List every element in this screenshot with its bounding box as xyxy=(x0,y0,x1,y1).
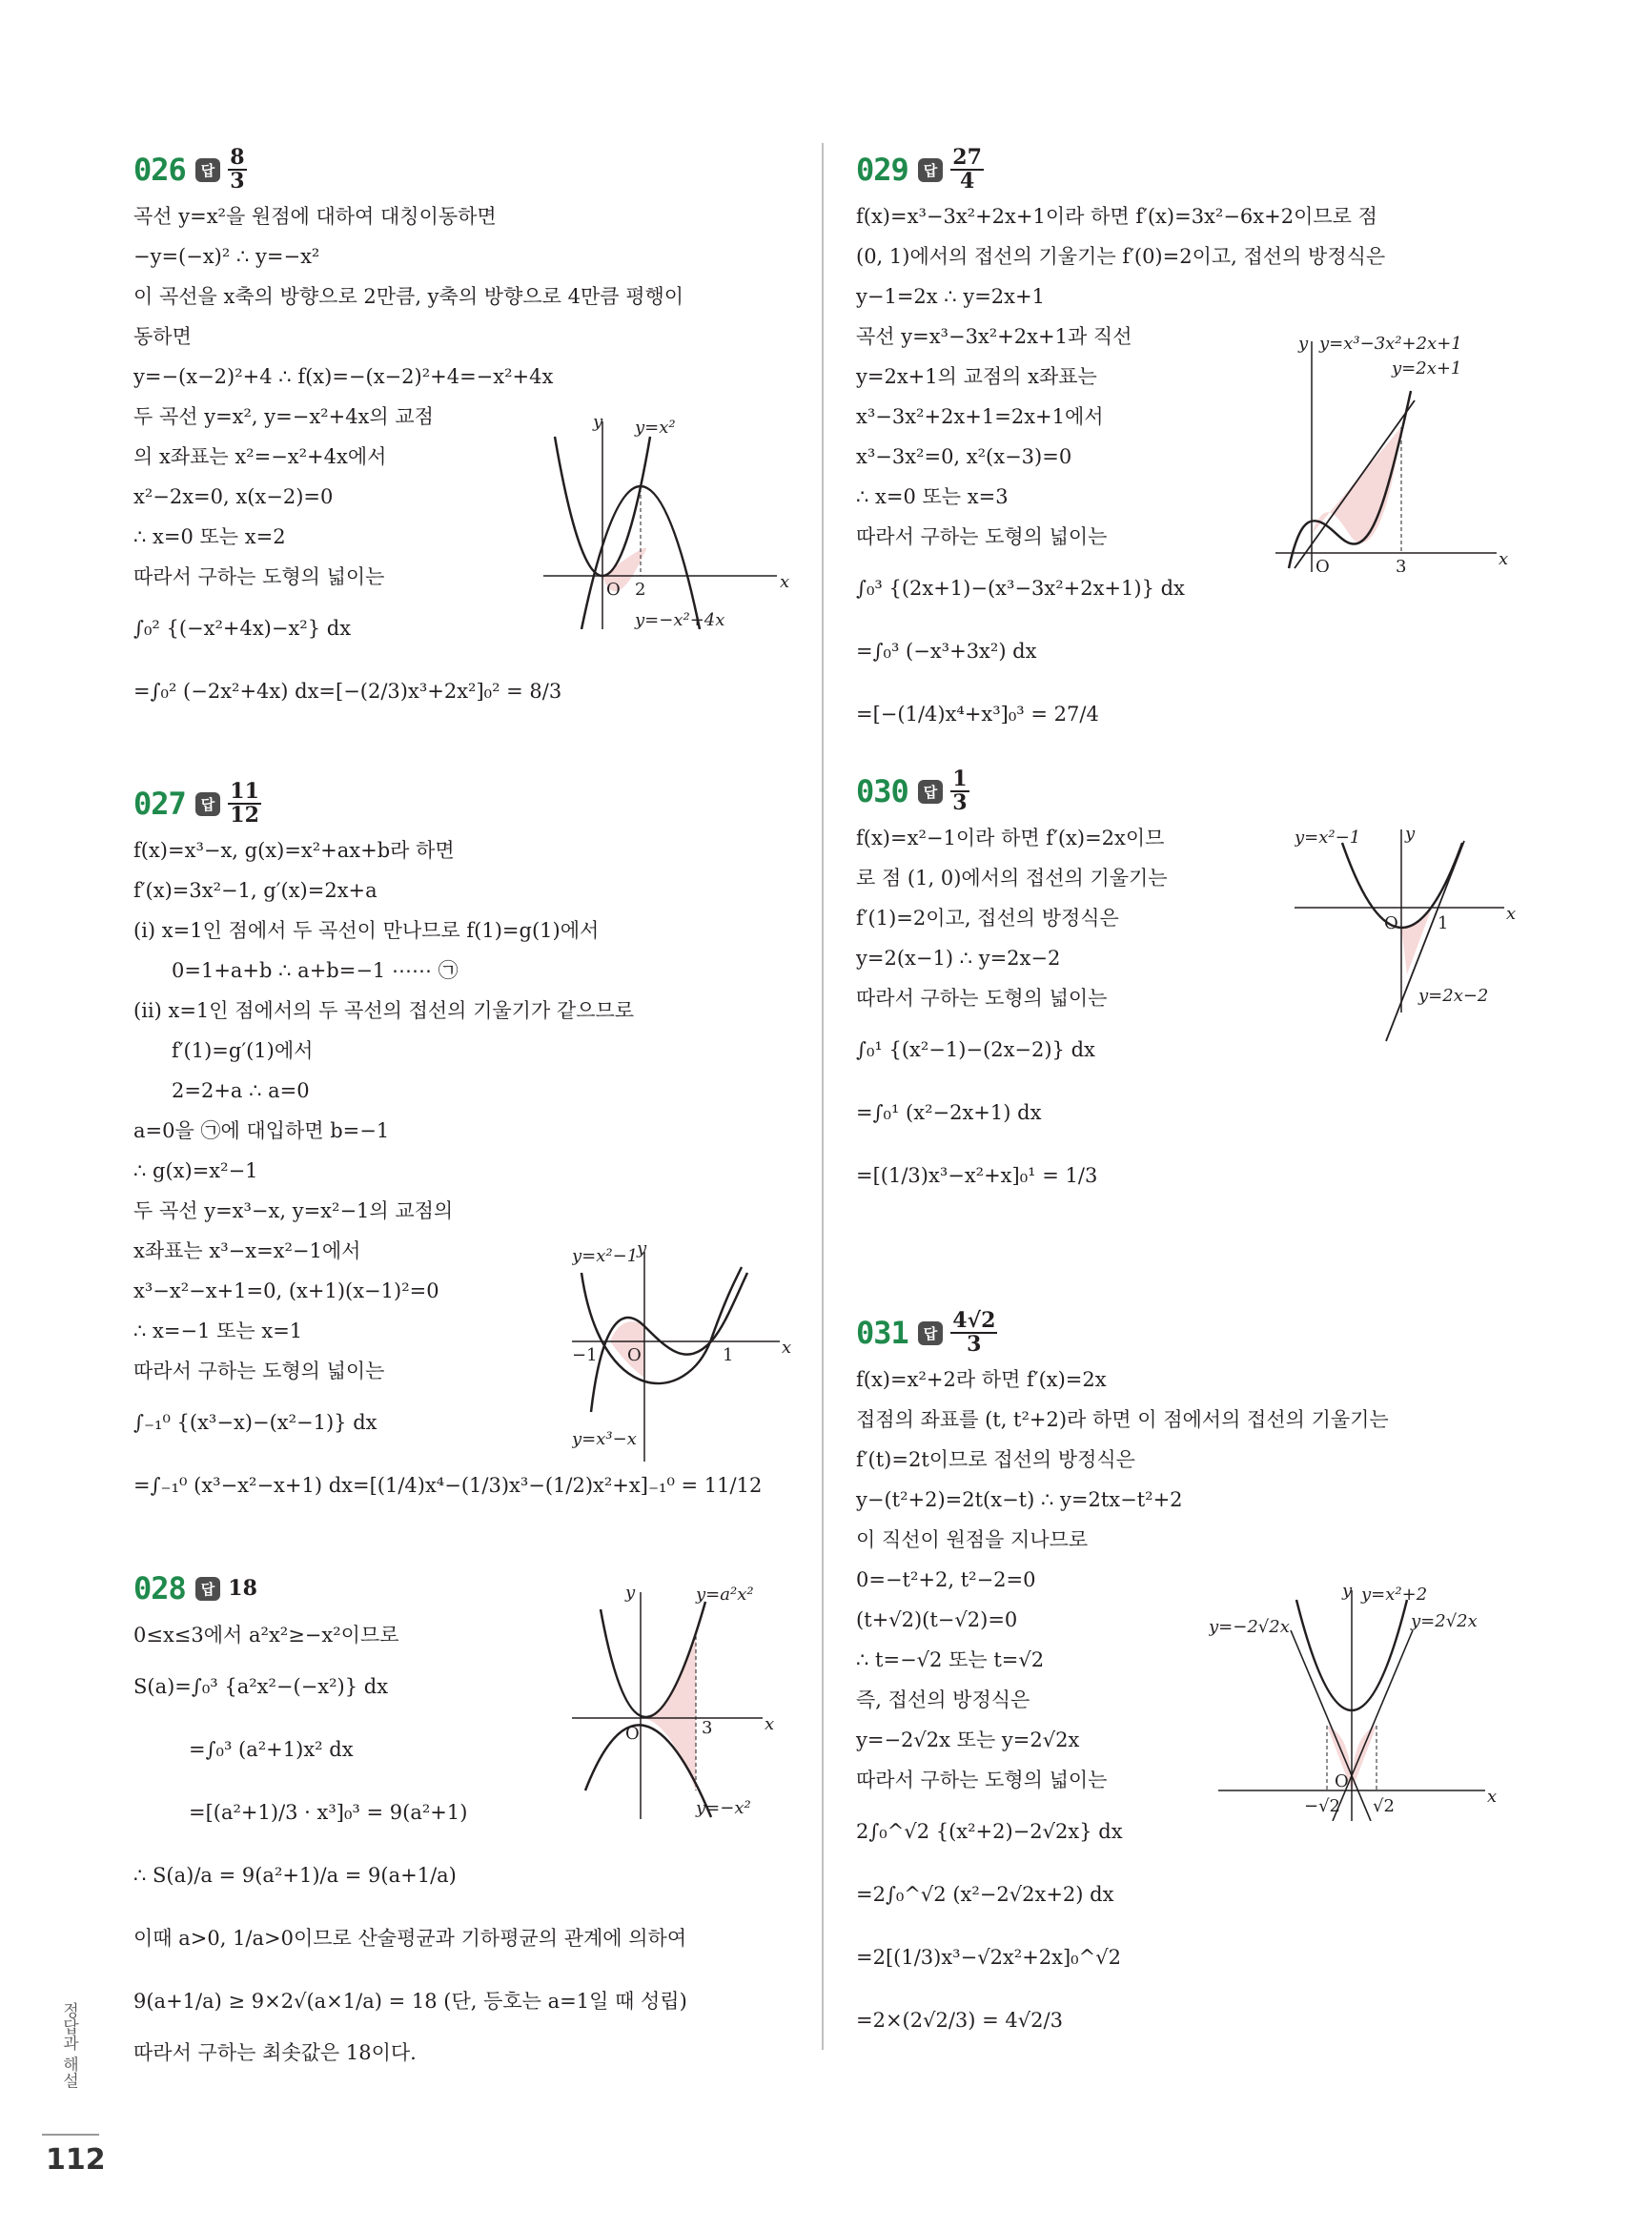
solution-line: x³−3x²+2x+1=2x+1에서 xyxy=(856,405,1104,428)
solution-line: 이 직선이 원점을 지나므로 xyxy=(856,1528,1089,1551)
y-axis-label: y xyxy=(1405,824,1416,844)
shaded-region xyxy=(641,1718,696,1790)
origin-label: O xyxy=(1384,913,1398,933)
curve-label: y=x³−3x²+2x+1 xyxy=(1319,334,1462,354)
solution-line: ∴ x=−1 또는 x=1 xyxy=(133,1320,303,1342)
answer-tag: 답 xyxy=(195,792,221,816)
solution-line: y=−2√2x 또는 y=2√2x xyxy=(856,1729,1080,1751)
x-axis-label: x xyxy=(765,1714,775,1734)
y-axis-label: y xyxy=(1298,334,1309,354)
answer-tag: 답 xyxy=(195,158,221,182)
solution-line: 9(a+1/a) ≥ 9×2√(a×1/a) = 18 (단, 등호는 a=1일 때 성립) xyxy=(133,1990,687,2013)
graph-028 xyxy=(572,1581,791,1819)
solution-line: f(x)=x³−x, g(x)=x²+ax+b라 하면 xyxy=(133,839,455,862)
problem-number: 027 xyxy=(133,786,186,822)
y-axis-label: y xyxy=(625,1583,636,1603)
integral-line: S(a)=∫₀³ {a²x²−(−x²)} dx xyxy=(133,1675,389,1698)
answer-tag: 답 xyxy=(918,1321,944,1345)
solution-line: 0=−t²+2, t²−2=0 xyxy=(856,1568,1036,1591)
solution-line: 따라서 구하는 최솟값은 18이다. xyxy=(133,2041,417,2064)
solution-line: f(x)=x²−1이라 하면 f′(x)=2x이므 xyxy=(856,827,1165,849)
tick-label: 3 xyxy=(702,1718,713,1738)
problem-027 xyxy=(133,777,791,1517)
graph-029 xyxy=(1275,334,1523,572)
column-divider xyxy=(822,143,824,2050)
x-axis-label: x xyxy=(1487,1787,1498,1807)
curve-label: y=a²x² xyxy=(696,1585,754,1605)
solution-line: 동하면 xyxy=(133,325,192,348)
solution-line: ∴ t=−√2 또는 t=√2 xyxy=(856,1648,1045,1671)
shaded-region xyxy=(1352,1726,1377,1790)
solution-line: y=2(x−1) ∴ y=2x−2 xyxy=(856,947,1061,970)
tick-label: −1 xyxy=(572,1345,598,1365)
problem-header xyxy=(856,765,1523,818)
answer-numerator: 8 xyxy=(230,144,245,170)
solution-line: ∴ x=0 또는 x=3 xyxy=(856,485,1009,508)
answer-numerator: 11 xyxy=(230,778,259,804)
solution-line: f′(1)=2이고, 접선의 방정식은 xyxy=(856,907,1119,930)
tangent-line xyxy=(1386,841,1464,1041)
page-number-rule xyxy=(42,2134,99,2136)
curve-label: y=x² xyxy=(635,418,676,438)
answer-denominator: 4 xyxy=(959,169,975,194)
curve-label: y=x²−1 xyxy=(572,1246,639,1266)
x-axis-label: x xyxy=(1499,549,1509,569)
side-label xyxy=(57,2002,86,2107)
solution-line: f′(t)=2t이므로 접선의 방정식은 xyxy=(856,1448,1135,1471)
tick-label: √2 xyxy=(1373,1796,1395,1816)
answer-value: 18 xyxy=(228,1576,257,1601)
answer-fraction xyxy=(950,768,969,814)
solution-line: f(x)=x²+2라 하면 f′(x)=2x xyxy=(856,1368,1107,1391)
answer-fraction xyxy=(228,778,261,828)
integral-line: =2∫₀^√2 (x²−2√2x+2) dx xyxy=(856,1883,1114,1906)
problem-header xyxy=(133,143,791,196)
graph-030 xyxy=(1295,822,1523,1051)
solution-line: 따라서 구하는 도형의 넓이는 xyxy=(133,565,385,588)
integral-line: =2[(1/3)x³−√2x²+2x]₀^√2 xyxy=(856,1946,1121,1969)
problem-030 xyxy=(856,765,1523,1207)
solution-line: 따라서 구하는 도형의 넓이는 xyxy=(856,525,1108,548)
solution-line: 의 x좌표는 x²=−x²+4x에서 xyxy=(133,445,387,468)
solution-line: (ⅰ) x=1인 점에서 두 곡선이 만나므로 f(1)=g(1)에서 xyxy=(133,919,600,942)
problem-number: 029 xyxy=(856,152,908,188)
integral-line: ∫₀² {(−x²+4x)−x²} dx xyxy=(133,617,352,640)
integral-line: 2∫₀^√2 {(x²+2)−2√2x} dx xyxy=(856,1820,1123,1843)
solution-line: 두 곡선 y=x³−x, y=x²−1의 교점의 xyxy=(133,1199,454,1222)
solution-line: (ⅱ) x=1인 점에서의 두 곡선의 접선의 기울기가 같으므로 xyxy=(133,999,635,1022)
problem-028 xyxy=(133,1562,791,2073)
solution-line: ∴ x=0 또는 x=2 xyxy=(133,525,286,548)
tick-label: 1 xyxy=(1438,913,1449,933)
integral-line: ∫₀¹ {(x²−1)−(2x−2)} dx xyxy=(856,1038,1095,1061)
solution-line: f′(x)=3x²−1, g′(x)=2x+a xyxy=(133,879,377,902)
integral-line: ∴ S(a)/a = 9(a²+1)/a = 9(a+1/a) xyxy=(133,1864,457,1887)
origin-label: O xyxy=(1315,557,1330,572)
answer-fraction xyxy=(950,1307,997,1357)
problem-number: 030 xyxy=(856,773,908,809)
problem-header xyxy=(856,1306,1523,1360)
answer-tag: 답 xyxy=(918,780,944,804)
solution-line: 즉, 접선의 방정식은 xyxy=(856,1688,1030,1711)
curve-label: y=x²−1 xyxy=(1295,828,1361,848)
solution-line: y−(t²+2)=2t(x−t) ∴ y=2tx−t²+2 xyxy=(856,1488,1183,1511)
integral-line: =∫₋₁⁰ (x³−x²−x+1) dx=[(1/4)x⁴−(1/3)x³−(1/2)x²+x]₋₁⁰ = 11/12 xyxy=(133,1474,763,1497)
curve-label: y=−x²+4x xyxy=(635,610,725,629)
solution-line: 이 곡선을 x축의 방향으로 2만큼, y축의 방향으로 4만큼 평행이 xyxy=(133,285,684,308)
origin-label: O xyxy=(1335,1771,1349,1791)
problem-header xyxy=(856,143,1523,196)
answer-denominator: 12 xyxy=(230,803,259,828)
solution-line: 0≤x≤3에서 a²x²≥−x²이므로 xyxy=(133,1624,399,1647)
solution-line: 0=1+a+b ∴ a+b=−1 ⋯⋯ ㉠ xyxy=(172,959,459,982)
solution-line: (0, 1)에서의 접선의 기울기는 f′(0)=2이고, 접선의 방정식은 xyxy=(856,245,1386,268)
answer-numerator: 1 xyxy=(952,766,968,791)
solution-line: 곡선 y=x³−3x²+2x+1과 직선 xyxy=(856,325,1132,348)
x-axis-label: x xyxy=(782,1338,791,1358)
solution-line: 접점의 좌표를 (t, t²+2)라 하면 이 점에서의 접선의 기울기는 xyxy=(856,1408,1389,1431)
solution-line: 로 점 (1, 0)에서의 접선의 기울기는 xyxy=(856,867,1168,890)
answer-tag: 답 xyxy=(195,1577,221,1601)
answer-denominator: 3 xyxy=(230,169,245,194)
x-axis-label: x xyxy=(1506,904,1517,924)
solution-line: a=0을 ㉠에 대입하면 b=−1 xyxy=(133,1119,390,1142)
solution-line: 곡선 y=x²을 원점에 대하여 대칭이동하면 xyxy=(133,205,497,228)
solution-line: x좌표는 x³−x=x²−1에서 xyxy=(133,1239,361,1262)
solution-line: 2=2+a ∴ a=0 xyxy=(172,1079,310,1102)
curve-parabola xyxy=(581,1267,742,1383)
solution-line: f′(1)=g′(1)에서 xyxy=(172,1039,314,1062)
problem-number: 026 xyxy=(133,152,186,188)
curve-label: y=x²+2 xyxy=(1361,1585,1428,1605)
origin-label: O xyxy=(606,580,621,600)
y-axis-label: y xyxy=(1342,1583,1353,1601)
solution-line: 두 곡선 y=x², y=−x²+4x의 교점 xyxy=(133,405,434,428)
answer-tag: 답 xyxy=(918,158,944,182)
answer-fraction xyxy=(950,144,984,194)
curve-label: y=2x+1 xyxy=(1392,358,1462,378)
tangent-line-right xyxy=(1333,1630,1413,1821)
integral-line: =∫₀³ (−x³+3x²) dx xyxy=(856,640,1037,663)
answer-denominator: 3 xyxy=(952,790,968,815)
solution-line: 이때 a>0, 1/a>0이므로 산술평균과 기하평균의 관계에 의하여 xyxy=(133,1927,687,1950)
problem-header xyxy=(133,777,791,830)
tick-label: 2 xyxy=(635,580,646,600)
problem-031 xyxy=(856,1306,1523,2052)
problem-number: 031 xyxy=(856,1315,908,1351)
answer-denominator: 3 xyxy=(967,1332,982,1357)
graph-027 xyxy=(572,1244,791,1463)
solution-line: y−1=2x ∴ y=2x+1 xyxy=(856,285,1045,308)
curve-label: y=2√2x xyxy=(1411,1611,1478,1631)
curve-cubic xyxy=(1289,391,1411,568)
problem-number: 028 xyxy=(133,1570,186,1606)
integral-line: =∫₀² (−2x²+4x) dx=[−(2/3)x³+2x²]₀² = 8/3 xyxy=(133,680,562,703)
y-axis-label: y xyxy=(593,412,603,432)
integral-line: =∫₀³ (a²+1)x² dx xyxy=(189,1738,354,1761)
integral-line: =∫₀¹ (x²−2x+1) dx xyxy=(856,1101,1042,1124)
solution-line: 따라서 구하는 도형의 넓이는 xyxy=(856,987,1108,1010)
solution-line: y=−(x−2)²+4 ∴ f(x)=−(x−2)²+4=−x²+4x xyxy=(133,365,554,388)
integral-line: =2×(2√2/3) = 4√2/3 xyxy=(856,2009,1063,2032)
solution-line: (t+√2)(t−√2)=0 xyxy=(856,1608,1018,1631)
graph-031 xyxy=(1209,1583,1523,1821)
problem-026 xyxy=(133,143,791,723)
side-label-text: 정답과 해설 xyxy=(59,2002,78,2089)
solution-line: x³−3x²=0, x²(x−3)=0 xyxy=(856,445,1072,468)
y-axis-label: y xyxy=(637,1244,647,1258)
solution-line: 따라서 구하는 도형의 넓이는 xyxy=(856,1769,1108,1791)
integral-line: ∫₋₁⁰ {(x³−x)−(x²−1)} dx xyxy=(133,1411,377,1434)
solution-line: 따라서 구하는 도형의 넓이는 xyxy=(133,1360,385,1382)
tick-label: −√2 xyxy=(1304,1796,1341,1816)
solution-line: x²−2x=0, x(x−2)=0 xyxy=(133,485,334,508)
curve-label: y=x³−x xyxy=(572,1429,637,1449)
shaded-region xyxy=(641,1638,696,1718)
answer-fraction xyxy=(228,144,246,194)
tick-label: 3 xyxy=(1396,557,1407,572)
integral-line: =[−(1/4)x⁴+x³]₀³ = 27/4 xyxy=(856,703,1099,726)
solution-line: y=2x+1의 교점의 x좌표는 xyxy=(856,365,1097,388)
page-number: 112 xyxy=(46,2143,106,2177)
graph-026 xyxy=(543,410,791,629)
origin-label: O xyxy=(627,1345,642,1365)
integral-line: =[(1/3)x³−x²+x]₀¹ = 1/3 xyxy=(856,1164,1098,1187)
x-axis-label: x xyxy=(780,572,790,592)
origin-label: O xyxy=(625,1724,640,1744)
problem-029 xyxy=(856,143,1523,746)
solution-line: −y=(−x)² ∴ y=−x² xyxy=(133,245,320,268)
integral-line: ∫₀³ {(2x+1)−(x³−3x²+2x+1)} dx xyxy=(856,577,1185,600)
curve-label: y=−x² xyxy=(696,1798,751,1818)
integral-line: =[(a²+1)/3 · x³]₀³ = 9(a²+1) xyxy=(189,1801,468,1824)
curve-label: y=2x−2 xyxy=(1418,986,1489,1006)
solution-line: f(x)=x³−3x²+2x+1이라 하면 f′(x)=3x²−6x+2이므로 점 xyxy=(856,205,1377,228)
tangent-line-left xyxy=(1291,1630,1371,1821)
solution-line: ∴ g(x)=x²−1 xyxy=(133,1159,258,1182)
answer-numerator: 27 xyxy=(952,144,982,170)
tick-label: 1 xyxy=(723,1345,734,1365)
curve-label: y=−2√2x xyxy=(1209,1617,1290,1637)
solution-line: x³−x²−x+1=0, (x+1)(x−1)²=0 xyxy=(133,1279,439,1302)
answer-numerator: 4√2 xyxy=(952,1307,996,1333)
